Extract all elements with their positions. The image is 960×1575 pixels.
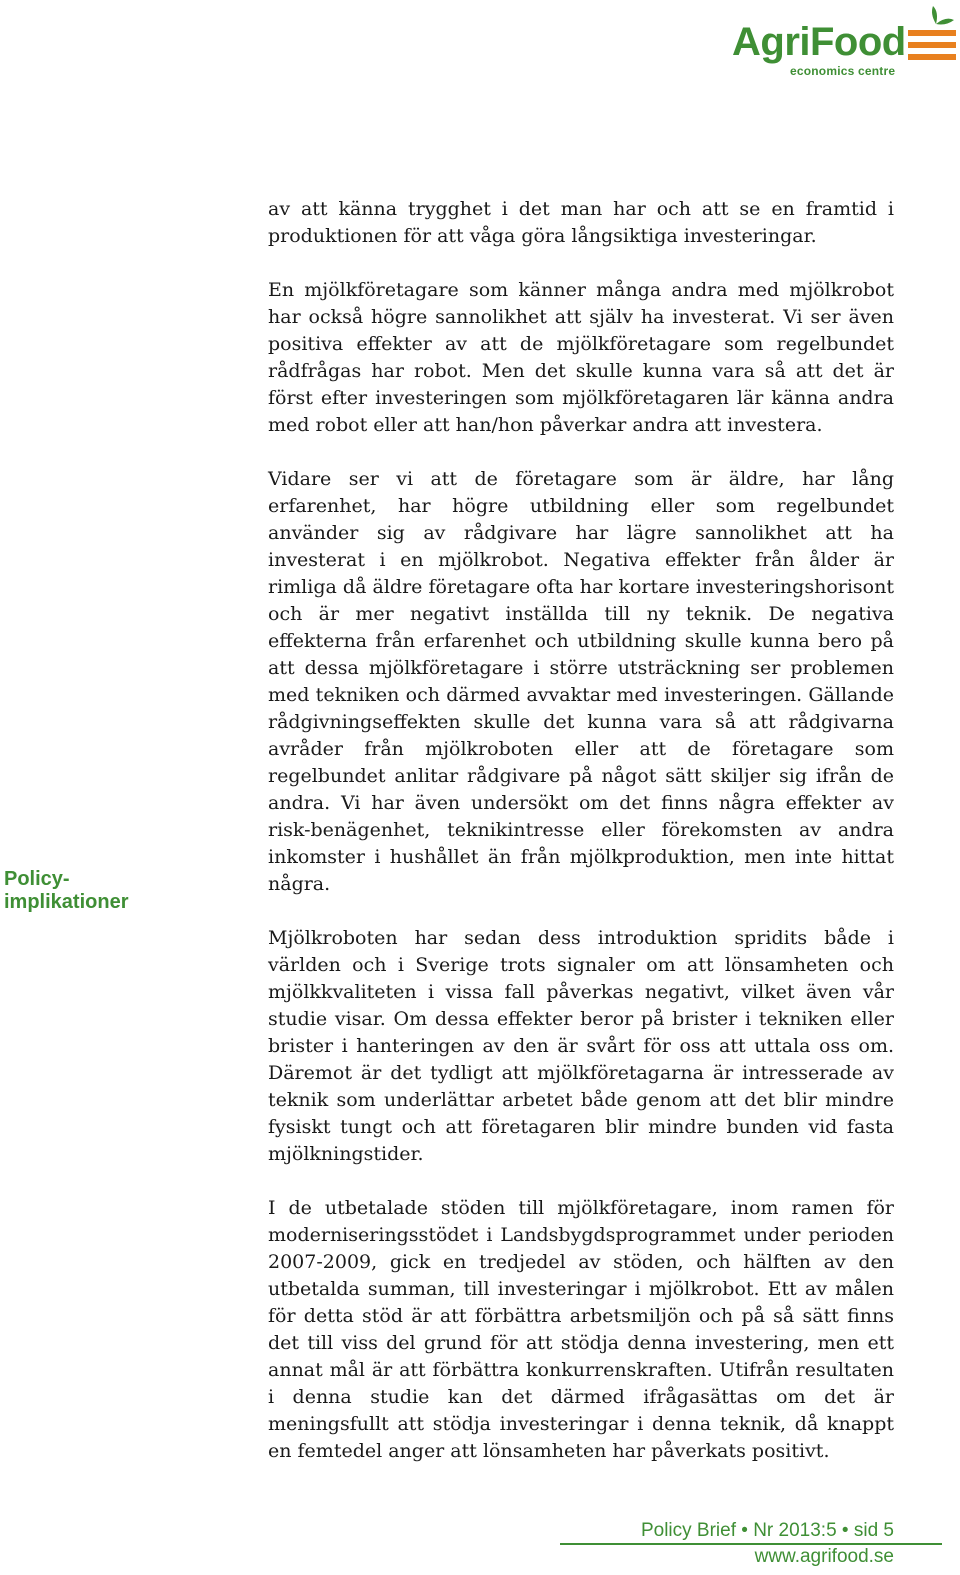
side-heading: [4, 868, 184, 914]
footer-brief: Policy Brief • Nr 2013:5 • sid 5: [640, 1520, 894, 1541]
paragraph: Vidare ser vi att de företagare som är äldre, har lång erfarenhet, har högre utbildning eller som regelbundet använder sig av rådgivare har lägre sannolikhet att ha investerat i en mjölkrobot. Negativa effekter från ålder är rimliga då äldre företagare ofta har kortare investeringshorisont och är mer negativt inställda till ny teknik. De negativa effekterna från erfarenhet och utbildning skulle kunna bero på att dessa mjölkföretagare i större utsträckning ser problemen med tekniken och därmed avvaktar med investeringen. Gällande rådgivningseffekten skulle det kunna vara så att rådgivarna avråder från mjölkroboten eller att de företagare som regelbundet anlitar rådgivare på något sätt skiljer sig ifrån de andra. Vi har även undersökt om det finns några effekter av risk-benägenhet, teknikintresse eller förekomsten av andra inkomster i hushållet än från mjölkproduktion, men inte hittat några.: [268, 468, 894, 895]
logo-stripes-icon: [906, 4, 958, 64]
paragraph: av att känna trygghet i det man har och att se en framtid i produktionen för att våga göra långsiktiga investeringar.: [268, 198, 894, 247]
side-heading-line-1: Policy-: [4, 868, 70, 890]
page-footer: [560, 1519, 942, 1569]
footer-url[interactable]: www.agrifood.se: [754, 1546, 894, 1567]
paragraph: Mjölkroboten har sedan dess introduktion spridits både i världen och i Sverige trots signaler om att lönsamheten och mjölkkvaliteten i vissa fall påverkas negativt, vilket även vår studie visar. Om dessa effekter beror på brister i tekniken eller brister i hanteringen av den är svårt för oss att uttala oss om. Däremot är det tydligt att mjölkföretagarna är intresserade av teknik som underlättar arbetet både genom att det blir mindre fysiskt tungt och att företagaren blir mindre bunden vid fasta mjölkningstider.: [268, 927, 894, 1165]
logo-wordmark: AgriFood: [732, 20, 906, 64]
side-heading-line-2: implikationer: [4, 891, 129, 913]
paragraph: En mjölkföretagare som känner många andra med mjölkrobot har också högre sannolikhet att själv ha investerat. Vi ser även positiva effekter av att de mjölkföretagare som regelbundet rådfrågas har robot. Men det skulle kunna vara så att det är först efter investeringen som mjölkföretagaren lär känna andra med robot eller att han/hon påverkar andra att investera.: [268, 279, 894, 436]
agrifood-logo: [728, 4, 958, 80]
logo-subtitle: economics centre: [790, 64, 896, 78]
paragraph: I de utbetalade stöden till mjölkföretagare, inom ramen för moderniseringsstödet i Landsbygdsprogrammet under perioden 2007-2009, gick en tredjedel av stöden, och hälften av den utbetalda summan, till investeringar i mjölkrobot. Ett av målen för detta stöd är att förbättra arbetsmiljön och på så sätt finns det till viss del grund för att stödja denna investering, men ett annat mål är att förbättra konkurrenskraften. Utifrån resultaten i denna studie kan det därmed ifrågasättas om det är meningsfullt att stödja investeringar i denna teknik, då knappt en femtedel anger att lönsamheten har påverkats positivt.: [268, 1197, 894, 1462]
main-content: [268, 196, 894, 1492]
